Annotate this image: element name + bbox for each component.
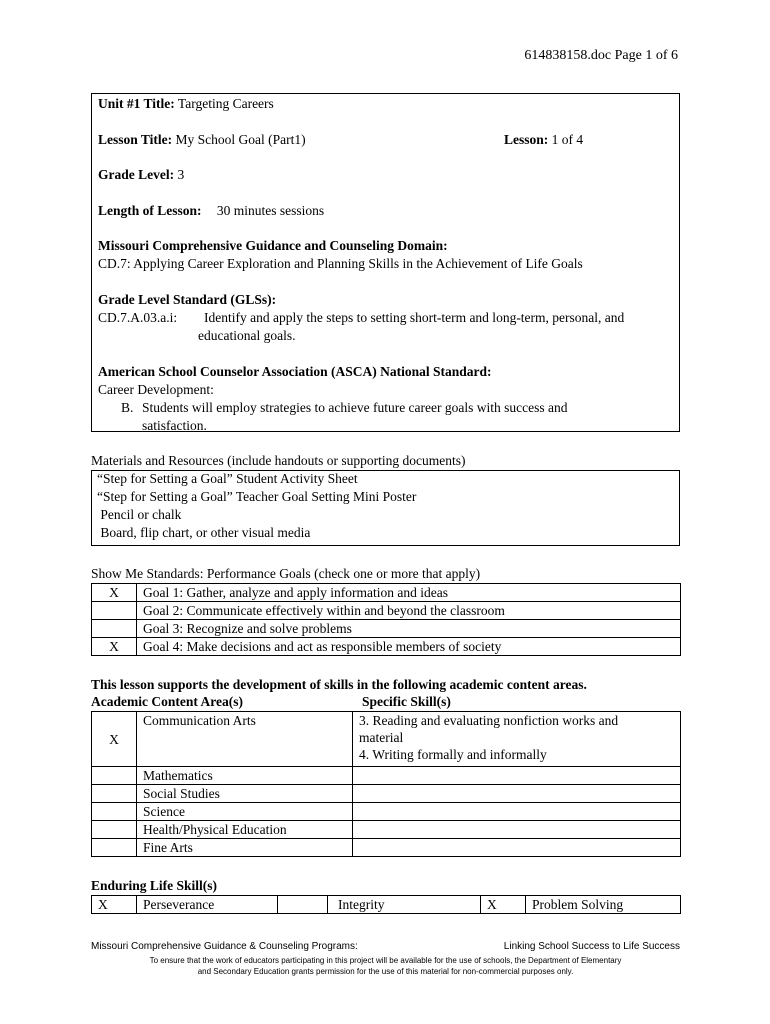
lesson-info-box	[91, 93, 680, 432]
table-row	[92, 803, 681, 821]
academic-col1-header: Academic Content Area(s)	[91, 694, 243, 709]
footer-note-line: To ensure that the work of educators participating in this project will be available for the use of schools, the Department of Elementary	[149, 956, 622, 965]
check-mark	[92, 767, 137, 785]
lesson-number-value: 1 of 4	[551, 132, 584, 147]
materials-title: Materials and Resources (include handouts or supporting documents)	[91, 453, 466, 468]
grade-level-value: 3	[177, 167, 185, 182]
footer-right: Linking School Success to Life Success	[503, 941, 680, 952]
area-text: Health/Physical Education	[137, 821, 353, 839]
academic-table	[91, 711, 681, 857]
showme-title: Show Me Standards: Performance Goals (check one or more that apply)	[91, 566, 481, 581]
gls-title: Grade Level Standard (GLSs):	[98, 292, 277, 307]
check-mark: X	[92, 584, 137, 602]
table-row	[92, 896, 681, 914]
lesson-title-label: Lesson Title:	[98, 132, 173, 147]
skill-cell	[353, 839, 681, 857]
footer-left: Missouri Comprehensive Guidance & Counseling Programs:	[91, 941, 358, 952]
materials-item: “Step for Setting a Goal” Student Activity Sheet	[97, 471, 358, 486]
check-mark	[92, 620, 137, 638]
check-mark	[92, 821, 137, 839]
goal-text: Goal 4: Make decisions and act as responsible members of society	[137, 638, 681, 656]
gls-line-2: educational goals.	[198, 328, 296, 343]
table-row	[92, 839, 681, 857]
unit-title-label: Unit #1 Title:	[98, 96, 175, 111]
area-text: Social Studies	[137, 785, 353, 803]
skill-cell	[353, 767, 681, 785]
unit-title-row	[98, 96, 274, 112]
table-row	[92, 620, 681, 638]
lesson-number-row	[504, 132, 583, 148]
asca-title: American School Counselor Association (ASCA) National Standard:	[98, 364, 492, 379]
unit-title-value: Targeting Careers	[177, 96, 274, 111]
asca-subtitle: Career Development:	[98, 382, 214, 397]
table-row	[92, 638, 681, 656]
check-mark: X	[92, 896, 137, 914]
check-mark	[92, 803, 137, 821]
skill-text: Integrity	[328, 896, 481, 914]
table-row	[92, 584, 681, 602]
area-text: Communication Arts	[137, 712, 353, 767]
check-mark	[92, 785, 137, 803]
goal-text: Goal 1: Gather, analyze and apply information and ideas	[137, 584, 681, 602]
skill-cell	[353, 785, 681, 803]
lesson-number-label: Lesson:	[504, 132, 549, 147]
academic-intro: This lesson supports the development of skills in the following academic content areas.	[91, 677, 587, 692]
length-row	[98, 203, 324, 219]
skill-text: Problem Solving	[526, 896, 681, 914]
skill-line: 4. Writing formally and informally	[359, 747, 547, 762]
footer-note	[91, 955, 680, 977]
check-mark	[278, 896, 328, 914]
lesson-title-value: My School Goal (Part1)	[175, 132, 306, 147]
check-mark: X	[92, 638, 137, 656]
asca-line-1: Students will employ strategies to achieve future career goals with success and	[142, 400, 568, 415]
page-number: 614838158.doc Page 1 of 6	[524, 48, 678, 63]
skill-cell	[353, 712, 681, 767]
goal-text: Goal 2: Communicate effectively within and beyond the classroom	[137, 602, 681, 620]
goal-text: Goal 3: Recognize and solve problems	[137, 620, 681, 638]
lesson-title-row	[98, 132, 306, 148]
table-row	[92, 821, 681, 839]
academic-col2-header: Specific Skill(s)	[362, 694, 451, 709]
length-label: Length of Lesson:	[98, 203, 202, 218]
grade-level-row	[98, 167, 184, 183]
enduring-title: Enduring Life Skill(s)	[91, 878, 218, 893]
length-value: 30 minutes sessions	[216, 203, 325, 218]
area-text: Mathematics	[137, 767, 353, 785]
skill-line: 3. Reading and evaluating nonfiction works and	[359, 713, 619, 728]
gls-code: CD.7.A.03.a.i:	[98, 310, 178, 325]
skill-cell	[353, 803, 681, 821]
materials-item: Board, flip chart, or other visual media	[97, 525, 311, 540]
materials-box	[91, 470, 680, 546]
check-mark	[92, 602, 137, 620]
table-row	[92, 712, 681, 767]
domain-title: Missouri Comprehensive Guidance and Counseling Domain:	[98, 238, 448, 253]
skill-text: Perseverance	[137, 896, 278, 914]
table-row	[92, 785, 681, 803]
showme-table	[91, 583, 681, 656]
enduring-table	[91, 895, 681, 914]
grade-level-label: Grade Level:	[98, 167, 175, 182]
skill-cell	[353, 821, 681, 839]
check-mark: X	[92, 712, 137, 767]
footer	[91, 941, 680, 952]
check-mark	[92, 839, 137, 857]
area-text: Science	[137, 803, 353, 821]
check-mark: X	[481, 896, 526, 914]
asca-item-letter: B.	[121, 400, 134, 415]
table-row	[92, 602, 681, 620]
materials-item: “Step for Setting a Goal” Teacher Goal Setting Mini Poster	[97, 489, 417, 504]
footer-note-line: and Secondary Education grants permission for the use of this material for non-commercial purposes only.	[197, 967, 574, 976]
domain-text: CD.7: Applying Career Exploration and Planning Skills in the Achievement of Life Goals	[98, 256, 583, 271]
skill-line: material	[359, 730, 404, 745]
gls-line-1: Identify and apply the steps to setting short-term and long-term, personal, and	[204, 310, 625, 325]
table-row	[92, 767, 681, 785]
area-text: Fine Arts	[137, 839, 353, 857]
materials-item: Pencil or chalk	[97, 507, 182, 522]
asca-line-2: satisfaction.	[142, 418, 207, 433]
